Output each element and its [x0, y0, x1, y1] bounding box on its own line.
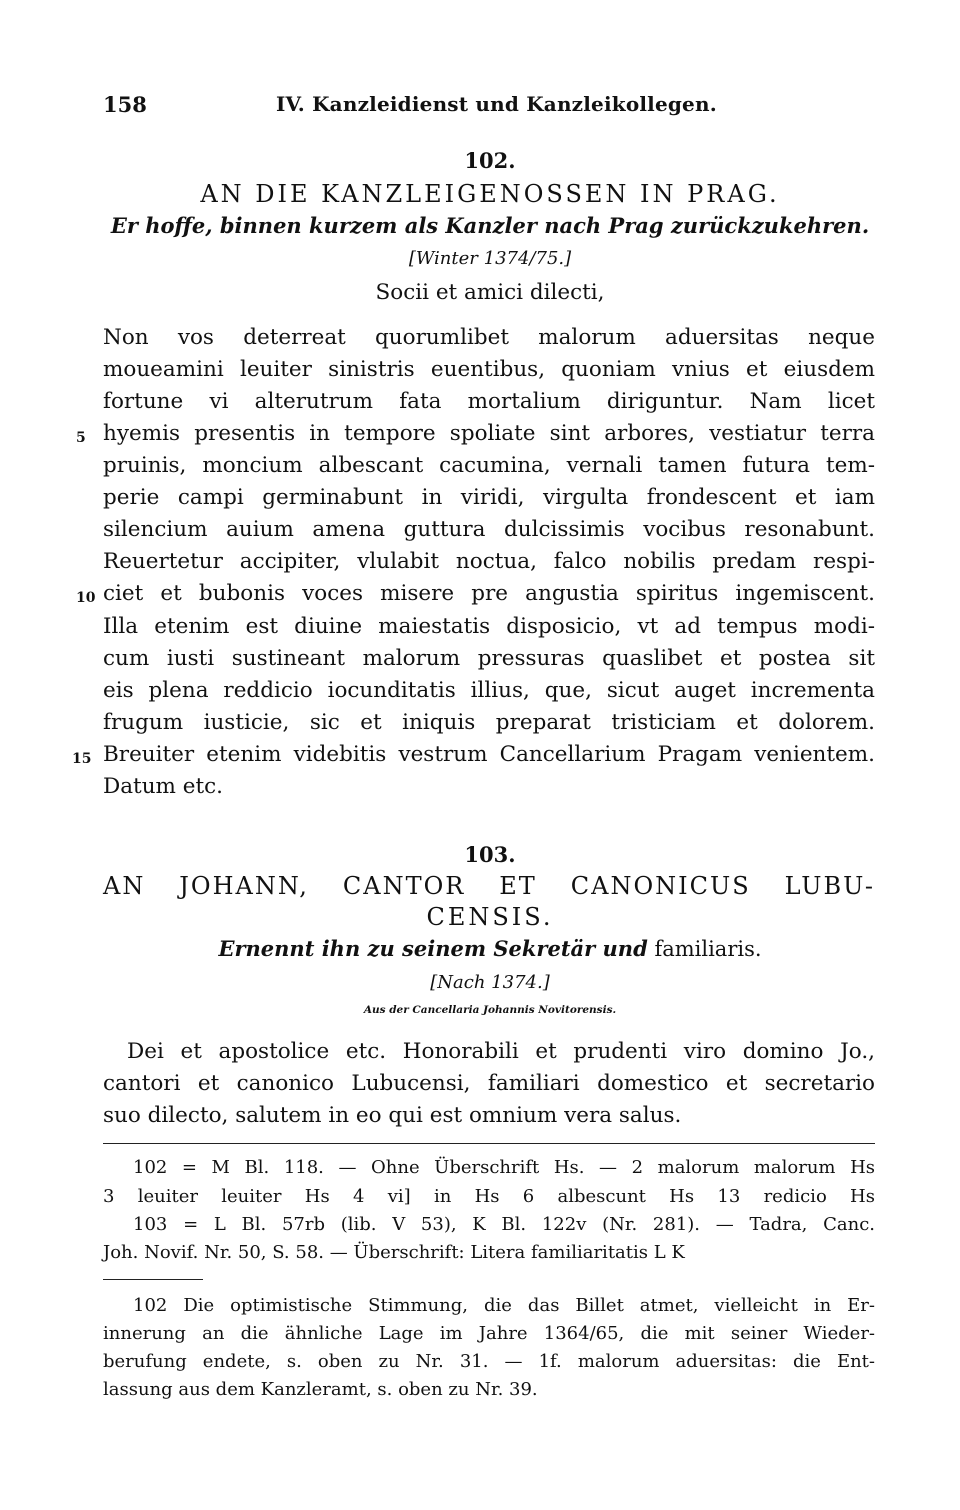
body-line: Breuiter etenim videbitis vestrum Cancellarium Pragam venientem.: [103, 742, 875, 767]
apparatus-line: 102 = M Bl. 118. — Ohne Überschrift Hs. — 2 malorum malorum Hs: [133, 1157, 875, 1178]
body-line: eis plena reddicio iocunditatis illius, que, sicut auget incrementa: [103, 678, 875, 703]
body-line: silencium auium amena guttura dulcissimis vocibus resonabunt.: [103, 517, 875, 542]
body-line: Non vos deterreat quorumlibet malorum aduersitas neque: [103, 325, 875, 350]
body-line: cum iusti sustineant malorum pressuras quaslibet et postea sit: [103, 646, 875, 671]
body-line: Datum etc.: [103, 774, 224, 799]
running-header: [103, 92, 873, 122]
line-number: 5: [76, 430, 86, 446]
body-line: fortune vi alterutrum fata mortalium diriguntur. Nam licet: [103, 389, 875, 414]
footnote-divider: [103, 1279, 203, 1280]
body-line: cantori et canonico Lubucensi, familiari domestico et secretario: [103, 1071, 875, 1096]
letter-102-salutation: Socii et amici dilecti,: [375, 280, 605, 305]
line-number: 15: [72, 751, 92, 767]
commentary-line: innerung an die ähnliche Lage im Jahre 1364/65, die mit seiner Wieder-: [103, 1323, 875, 1344]
page-number: 158: [103, 92, 147, 117]
body-line: hyemis presentis in tempore spoliate sint arbores, vestiatur terra: [103, 421, 875, 446]
letter-102-heading: AN DIE KANZLEIGENOSSEN IN PRAG.: [200, 180, 780, 208]
apparatus-line: 3 leuiter leuiter Hs 4 vi] in Hs 6 albescunt Hs 13 redicio Hs: [103, 1186, 875, 1207]
body-line: frugum iusticie, sic et iniquis preparat tristiciam et dolorem.: [103, 710, 875, 735]
commentary-line: 102 Die optimistische Stimmung, die das Billet atmet, vielleicht in Er-: [133, 1295, 875, 1316]
letter-103-number: 103.: [464, 842, 516, 867]
apparatus-line: Joh. Novif. Nr. 50, S. 58. — Überschrift: Litera familiaritatis L K: [103, 1242, 685, 1263]
summary-italic: Ernennt ihn zu seinem Sekretär und: [218, 936, 648, 961]
letter-103-heading-line-2: CENSIS.: [426, 903, 554, 931]
letter-103-heading-line-1: AN JOHANN, CANTOR ET CANONICUS LUBU-: [103, 872, 875, 900]
body-line: moueamini leuiter sinistris euentibus, quoniam vnius et eiusdem: [103, 357, 875, 382]
apparatus-line: 103 = L Bl. 57rb (lib. V 53), K Bl. 122v (Nr. 281). — Tadra, Canc.: [133, 1214, 875, 1235]
body-line: pruinis, moncium albescant cacumina, vernali tamen futura tem-: [103, 453, 875, 478]
letter-102-number: 102.: [464, 148, 516, 173]
letter-103-date: [Nach 1374.]: [430, 972, 550, 993]
summary-plain: familiaris.: [654, 937, 762, 961]
line-number: 10: [76, 590, 96, 606]
body-line: Dei et apostolice etc. Honorabili et prudenti viro domino Jo.,: [127, 1039, 875, 1064]
body-line: Illa etenim est diuine maiestatis disposicio, vt ad tempus modi-: [103, 614, 875, 639]
commentary-line: lassung aus dem Kanzleramt, s. oben zu Nr. 39.: [103, 1379, 538, 1400]
body-line: suo dilecto, salutem in eo qui est omnium vera salus.: [103, 1103, 682, 1128]
letter-103-summary: [100, 936, 880, 961]
running-title: IV. Kanzleidienst und Kanzleikollegen.: [276, 92, 717, 116]
apparatus-divider: [103, 1143, 875, 1144]
body-line: Reuertetur accipiter, vlulabit noctua, falco nobilis predam respi-: [103, 549, 875, 574]
body-line: ciet et bubonis voces misere pre angustia spiritus ingemiscent.: [103, 581, 875, 606]
commentary-line: berufung endete, s. oben zu Nr. 31. — 1f. malorum aduersitas: die Ent-: [103, 1351, 875, 1372]
letter-102-summary: Er hoffe, binnen kurzem als Kanzler nach Prag zurückzukehren.: [110, 213, 870, 238]
letter-103-source: Aus der Cancellaria Johannis Novitorensis.: [363, 1004, 617, 1016]
body-line: perie campi germinabunt in viridi, virgulta frondescent et iam: [103, 485, 875, 510]
letter-102-date: [Winter 1374/75.]: [408, 248, 572, 269]
